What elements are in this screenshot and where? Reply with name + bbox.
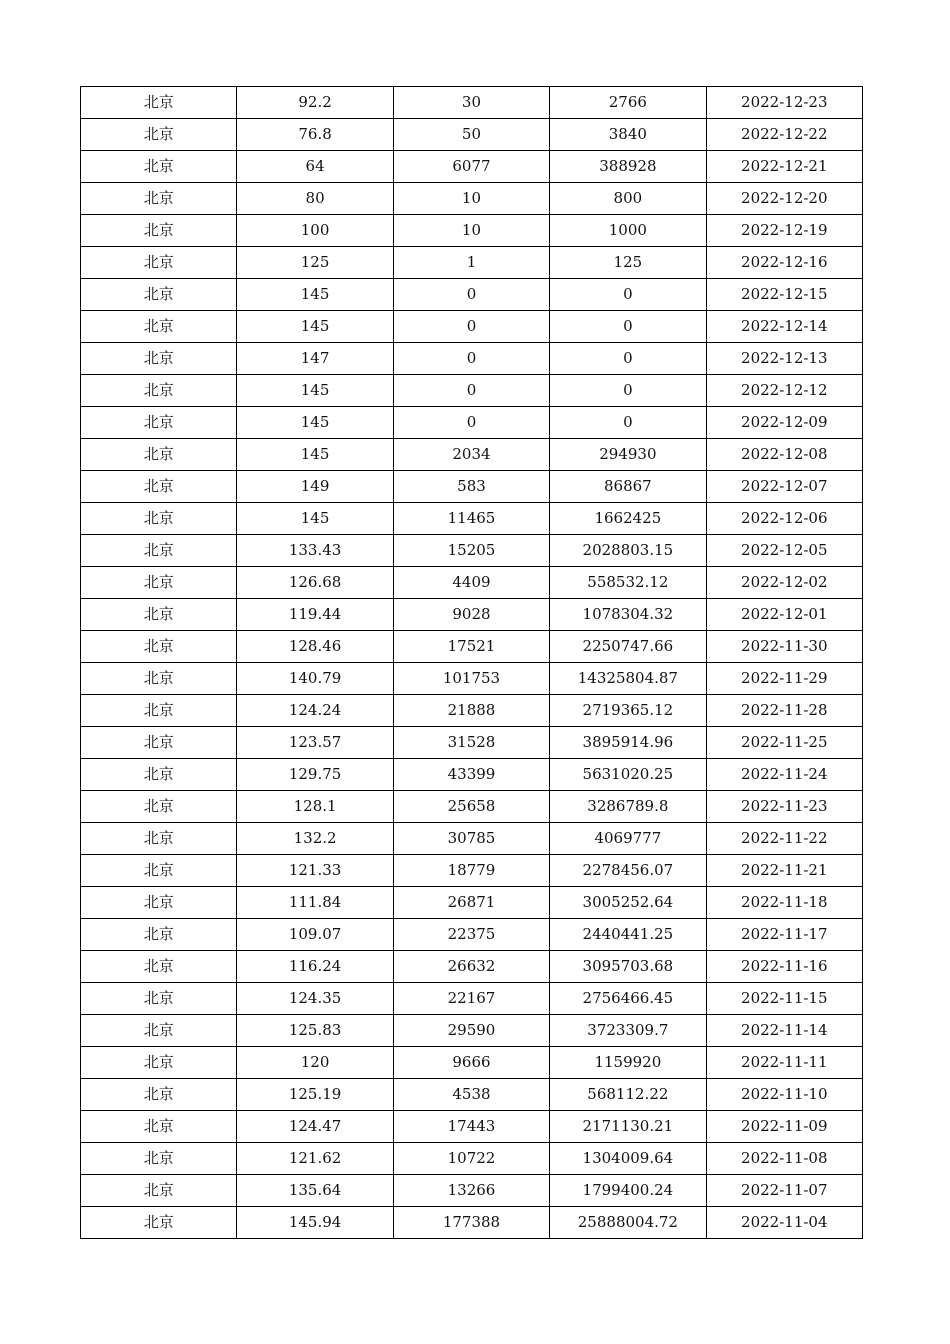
amount-cell: 294930 (550, 439, 706, 471)
amount-cell: 3005252.64 (550, 887, 706, 919)
table-row (81, 343, 863, 375)
table-row (81, 535, 863, 567)
amount-cell: 0 (550, 375, 706, 407)
table-row (81, 503, 863, 535)
price-cell: 135.64 (237, 1175, 393, 1207)
volume-cell: 50 (393, 119, 549, 151)
amount-cell: 2171130.21 (550, 1111, 706, 1143)
date-cell: 2022-12-19 (706, 215, 862, 247)
city-cell: 北京 (81, 215, 237, 247)
date-cell: 2022-12-12 (706, 375, 862, 407)
date-cell: 2022-11-08 (706, 1143, 862, 1175)
amount-cell: 14325804.87 (550, 663, 706, 695)
volume-cell: 2034 (393, 439, 549, 471)
date-cell: 2022-12-16 (706, 247, 862, 279)
volume-cell: 18779 (393, 855, 549, 887)
city-cell: 北京 (81, 663, 237, 695)
price-cell: 126.68 (237, 567, 393, 599)
price-cell: 145 (237, 279, 393, 311)
table-row (81, 311, 863, 343)
table-row (81, 1111, 863, 1143)
amount-cell: 0 (550, 343, 706, 375)
table-body (81, 87, 863, 1239)
city-cell: 北京 (81, 1047, 237, 1079)
price-cell: 147 (237, 343, 393, 375)
price-cell: 149 (237, 471, 393, 503)
data-table (80, 86, 863, 1239)
date-cell: 2022-11-29 (706, 663, 862, 695)
price-cell: 76.8 (237, 119, 393, 151)
amount-cell: 0 (550, 311, 706, 343)
amount-cell: 2250747.66 (550, 631, 706, 663)
date-cell: 2022-12-02 (706, 567, 862, 599)
price-cell: 80 (237, 183, 393, 215)
amount-cell: 2440441.25 (550, 919, 706, 951)
volume-cell: 21888 (393, 695, 549, 727)
city-cell: 北京 (81, 631, 237, 663)
price-cell: 145.94 (237, 1207, 393, 1239)
volume-cell: 25658 (393, 791, 549, 823)
table-row (81, 983, 863, 1015)
volume-cell: 30785 (393, 823, 549, 855)
date-cell: 2022-12-14 (706, 311, 862, 343)
price-cell: 124.47 (237, 1111, 393, 1143)
volume-cell: 0 (393, 311, 549, 343)
amount-cell: 1799400.24 (550, 1175, 706, 1207)
table-row (81, 791, 863, 823)
table-row (81, 183, 863, 215)
price-cell: 140.79 (237, 663, 393, 695)
table-row (81, 599, 863, 631)
table-row (81, 567, 863, 599)
volume-cell: 22375 (393, 919, 549, 951)
volume-cell: 26632 (393, 951, 549, 983)
volume-cell: 17521 (393, 631, 549, 663)
volume-cell: 26871 (393, 887, 549, 919)
price-cell: 145 (237, 503, 393, 535)
volume-cell: 0 (393, 407, 549, 439)
table-row (81, 1079, 863, 1111)
city-cell: 北京 (81, 759, 237, 791)
price-cell: 125.83 (237, 1015, 393, 1047)
city-cell: 北京 (81, 855, 237, 887)
amount-cell: 0 (550, 407, 706, 439)
city-cell: 北京 (81, 151, 237, 183)
city-cell: 北京 (81, 1111, 237, 1143)
price-cell: 124.35 (237, 983, 393, 1015)
price-cell: 128.46 (237, 631, 393, 663)
price-cell: 132.2 (237, 823, 393, 855)
table-row (81, 919, 863, 951)
table-row (81, 247, 863, 279)
price-cell: 121.33 (237, 855, 393, 887)
volume-cell: 0 (393, 279, 549, 311)
amount-cell: 86867 (550, 471, 706, 503)
city-cell: 北京 (81, 599, 237, 631)
price-cell: 129.75 (237, 759, 393, 791)
amount-cell: 5631020.25 (550, 759, 706, 791)
table-row (81, 855, 863, 887)
date-cell: 2022-12-15 (706, 279, 862, 311)
date-cell: 2022-12-01 (706, 599, 862, 631)
amount-cell: 2756466.45 (550, 983, 706, 1015)
table-row (81, 119, 863, 151)
city-cell: 北京 (81, 1015, 237, 1047)
date-cell: 2022-12-23 (706, 87, 862, 119)
city-cell: 北京 (81, 375, 237, 407)
amount-cell: 3840 (550, 119, 706, 151)
volume-cell: 22167 (393, 983, 549, 1015)
city-cell: 北京 (81, 311, 237, 343)
price-cell: 111.84 (237, 887, 393, 919)
volume-cell: 10 (393, 215, 549, 247)
table-row (81, 151, 863, 183)
city-cell: 北京 (81, 1175, 237, 1207)
table-row (81, 887, 863, 919)
date-cell: 2022-12-07 (706, 471, 862, 503)
price-cell: 145 (237, 375, 393, 407)
city-cell: 北京 (81, 983, 237, 1015)
volume-cell: 29590 (393, 1015, 549, 1047)
volume-cell: 11465 (393, 503, 549, 535)
table-row (81, 727, 863, 759)
date-cell: 2022-12-08 (706, 439, 862, 471)
table-row (81, 215, 863, 247)
price-cell: 145 (237, 311, 393, 343)
amount-cell: 800 (550, 183, 706, 215)
volume-cell: 31528 (393, 727, 549, 759)
city-cell: 北京 (81, 183, 237, 215)
amount-cell: 1078304.32 (550, 599, 706, 631)
city-cell: 北京 (81, 823, 237, 855)
table-row (81, 695, 863, 727)
price-cell: 119.44 (237, 599, 393, 631)
date-cell: 2022-12-06 (706, 503, 862, 535)
date-cell: 2022-11-07 (706, 1175, 862, 1207)
date-cell: 2022-11-16 (706, 951, 862, 983)
volume-cell: 9028 (393, 599, 549, 631)
volume-cell: 177388 (393, 1207, 549, 1239)
table-row (81, 759, 863, 791)
city-cell: 北京 (81, 503, 237, 535)
city-cell: 北京 (81, 439, 237, 471)
city-cell: 北京 (81, 1079, 237, 1111)
price-cell: 145 (237, 407, 393, 439)
volume-cell: 10 (393, 183, 549, 215)
table-row (81, 1207, 863, 1239)
date-cell: 2022-11-30 (706, 631, 862, 663)
volume-cell: 1 (393, 247, 549, 279)
volume-cell: 17443 (393, 1111, 549, 1143)
amount-cell: 1159920 (550, 1047, 706, 1079)
table-row (81, 631, 863, 663)
table-row (81, 663, 863, 695)
price-cell: 125.19 (237, 1079, 393, 1111)
amount-cell: 1662425 (550, 503, 706, 535)
amount-cell: 3286789.8 (550, 791, 706, 823)
city-cell: 北京 (81, 919, 237, 951)
price-cell: 125 (237, 247, 393, 279)
table-row (81, 439, 863, 471)
date-cell: 2022-12-22 (706, 119, 862, 151)
date-cell: 2022-11-17 (706, 919, 862, 951)
amount-cell: 25888004.72 (550, 1207, 706, 1239)
city-cell: 北京 (81, 727, 237, 759)
date-cell: 2022-11-25 (706, 727, 862, 759)
table-row (81, 1143, 863, 1175)
amount-cell: 2719365.12 (550, 695, 706, 727)
amount-cell: 3095703.68 (550, 951, 706, 983)
amount-cell: 1304009.64 (550, 1143, 706, 1175)
price-cell: 100 (237, 215, 393, 247)
volume-cell: 43399 (393, 759, 549, 791)
city-cell: 北京 (81, 951, 237, 983)
price-cell: 92.2 (237, 87, 393, 119)
city-cell: 北京 (81, 247, 237, 279)
volume-cell: 0 (393, 343, 549, 375)
city-cell: 北京 (81, 567, 237, 599)
price-cell: 121.62 (237, 1143, 393, 1175)
table-row (81, 471, 863, 503)
date-cell: 2022-11-24 (706, 759, 862, 791)
date-cell: 2022-11-23 (706, 791, 862, 823)
date-cell: 2022-11-22 (706, 823, 862, 855)
date-cell: 2022-11-09 (706, 1111, 862, 1143)
city-cell: 北京 (81, 695, 237, 727)
city-cell: 北京 (81, 791, 237, 823)
price-cell: 64 (237, 151, 393, 183)
date-cell: 2022-11-04 (706, 1207, 862, 1239)
amount-cell: 3723309.7 (550, 1015, 706, 1047)
price-cell: 123.57 (237, 727, 393, 759)
table-row (81, 1047, 863, 1079)
amount-cell: 4069777 (550, 823, 706, 855)
amount-cell: 558532.12 (550, 567, 706, 599)
city-cell: 北京 (81, 343, 237, 375)
city-cell: 北京 (81, 887, 237, 919)
amount-cell: 2766 (550, 87, 706, 119)
date-cell: 2022-11-15 (706, 983, 862, 1015)
amount-cell: 2028803.15 (550, 535, 706, 567)
city-cell: 北京 (81, 471, 237, 503)
volume-cell: 4538 (393, 1079, 549, 1111)
date-cell: 2022-11-28 (706, 695, 862, 727)
amount-cell: 568112.22 (550, 1079, 706, 1111)
volume-cell: 13266 (393, 1175, 549, 1207)
date-cell: 2022-12-09 (706, 407, 862, 439)
amount-cell: 125 (550, 247, 706, 279)
date-cell: 2022-12-13 (706, 343, 862, 375)
table-row (81, 951, 863, 983)
amount-cell: 2278456.07 (550, 855, 706, 887)
price-cell: 109.07 (237, 919, 393, 951)
volume-cell: 6077 (393, 151, 549, 183)
table-row (81, 375, 863, 407)
date-cell: 2022-11-21 (706, 855, 862, 887)
date-cell: 2022-11-18 (706, 887, 862, 919)
city-cell: 北京 (81, 1143, 237, 1175)
table-row (81, 823, 863, 855)
city-cell: 北京 (81, 535, 237, 567)
city-cell: 北京 (81, 87, 237, 119)
city-cell: 北京 (81, 407, 237, 439)
volume-cell: 583 (393, 471, 549, 503)
volume-cell: 15205 (393, 535, 549, 567)
date-cell: 2022-11-14 (706, 1015, 862, 1047)
amount-cell: 0 (550, 279, 706, 311)
volume-cell: 101753 (393, 663, 549, 695)
volume-cell: 10722 (393, 1143, 549, 1175)
date-cell: 2022-11-10 (706, 1079, 862, 1111)
volume-cell: 4409 (393, 567, 549, 599)
price-cell: 128.1 (237, 791, 393, 823)
city-cell: 北京 (81, 119, 237, 151)
date-cell: 2022-12-21 (706, 151, 862, 183)
volume-cell: 30 (393, 87, 549, 119)
price-cell: 124.24 (237, 695, 393, 727)
city-cell: 北京 (81, 279, 237, 311)
table-row (81, 87, 863, 119)
table-row (81, 279, 863, 311)
amount-cell: 388928 (550, 151, 706, 183)
table-row (81, 1175, 863, 1207)
volume-cell: 0 (393, 375, 549, 407)
volume-cell: 9666 (393, 1047, 549, 1079)
price-cell: 120 (237, 1047, 393, 1079)
date-cell: 2022-12-20 (706, 183, 862, 215)
price-cell: 145 (237, 439, 393, 471)
date-cell: 2022-11-11 (706, 1047, 862, 1079)
amount-cell: 1000 (550, 215, 706, 247)
city-cell: 北京 (81, 1207, 237, 1239)
table-row (81, 407, 863, 439)
amount-cell: 3895914.96 (550, 727, 706, 759)
price-cell: 133.43 (237, 535, 393, 567)
price-cell: 116.24 (237, 951, 393, 983)
date-cell: 2022-12-05 (706, 535, 862, 567)
table-row (81, 1015, 863, 1047)
